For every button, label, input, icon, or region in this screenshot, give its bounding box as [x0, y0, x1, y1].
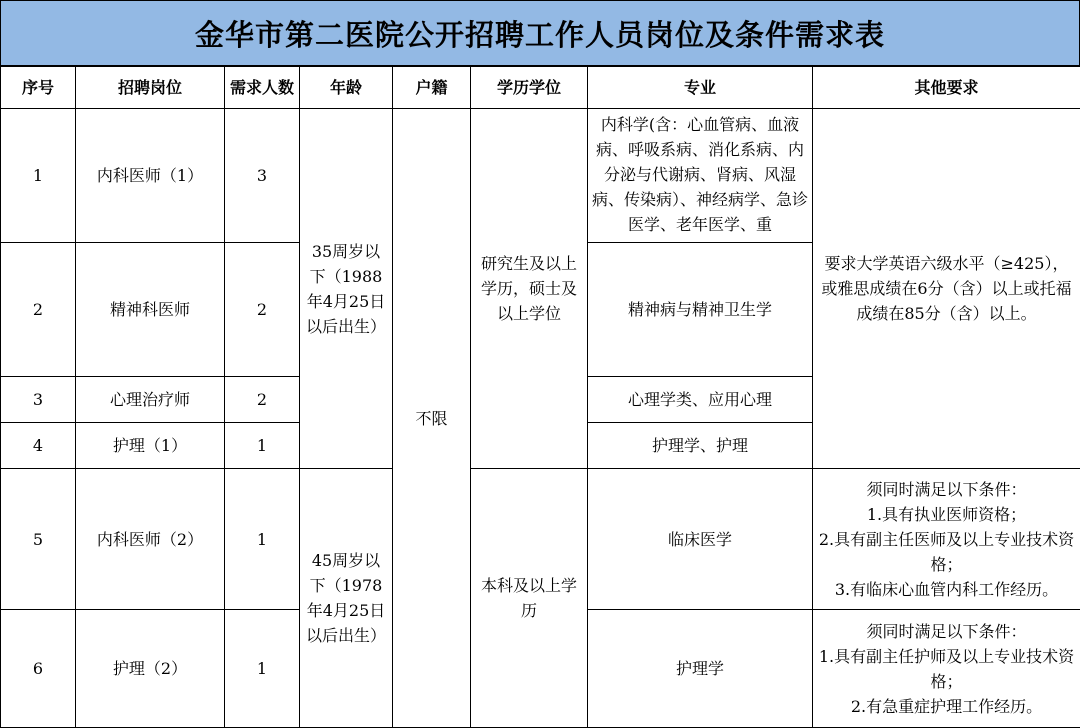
row-index: 1: [1, 109, 76, 243]
other-requirements-cell: [813, 469, 1080, 610]
row-position: 精神科医师: [76, 243, 225, 377]
age-cell: 45周岁以下（1978年4月25日以后出生）: [300, 469, 393, 728]
row-count: 1: [225, 469, 300, 610]
row-count: 1: [225, 610, 300, 728]
header-row: [1, 67, 1080, 109]
requirement-intro: 须同时满足以下条件：: [817, 477, 1076, 502]
table-row: [1, 109, 1080, 243]
row-count: 3: [225, 109, 300, 243]
requirement-item: 3.有临床心血管内科工作经历。: [817, 577, 1076, 602]
row-major: 护理学: [588, 610, 813, 728]
requirement-item: 2.有急重症护理工作经历。: [817, 694, 1076, 719]
header-hukou: 户籍: [393, 67, 471, 109]
header-other: 其他要求: [813, 67, 1080, 109]
row-count: 2: [225, 377, 300, 423]
major-text: 内科学(含：心血管病、血液病、呼吸系病、消化系病、内分泌与代谢病、肾病、风湿病、传染病）、神经病学、急诊医学、老年医学、重: [592, 112, 808, 240]
header-count: 需求人数: [225, 67, 300, 109]
row-position: 心理治疗师: [76, 377, 225, 423]
hukou-cell: 不限: [393, 109, 471, 728]
education-cell: 本科及以上学历: [471, 469, 588, 728]
other-requirements-cell: 要求大学英语六级水平（≥425），或雅思成绩在6分（含）以上或托福成绩在85分（含）以上。: [813, 109, 1080, 469]
row-position: 护理（2）: [76, 610, 225, 728]
row-index: 5: [1, 469, 76, 610]
requirement-item: 2.具有副主任医师及以上专业技术资格；: [817, 527, 1076, 577]
requirements-table: [0, 66, 1080, 728]
page-title: 金华市第二医院公开招聘工作人员岗位及条件需求表: [0, 0, 1080, 66]
header-index: 序号: [1, 67, 76, 109]
requirement-item: 1.具有副主任护师及以上专业技术资格；: [817, 644, 1076, 694]
row-major: 护理学、护理: [588, 423, 813, 469]
row-index: 4: [1, 423, 76, 469]
row-position: 内科医师（1）: [76, 109, 225, 243]
header-education: 学历学位: [471, 67, 588, 109]
other-requirements-cell: [813, 610, 1080, 728]
row-index: 2: [1, 243, 76, 377]
education-cell: 研究生及以上学历，硕士及以上学位: [471, 109, 588, 469]
row-count: 2: [225, 243, 300, 377]
row-major: 临床医学: [588, 469, 813, 610]
row-position: 护理（1）: [76, 423, 225, 469]
row-major: 心理学类、应用心理: [588, 377, 813, 423]
requirement-intro: 须同时满足以下条件：: [817, 619, 1076, 644]
requirement-item: 1.具有执业医师资格；: [817, 502, 1076, 527]
row-major: 精神病与精神卫生学: [588, 243, 813, 377]
table-row: [1, 469, 1080, 610]
row-index: 6: [1, 610, 76, 728]
age-cell: 35周岁以下（1988年4月25日以后出生）: [300, 109, 393, 469]
header-age: 年龄: [300, 67, 393, 109]
row-index: 3: [1, 377, 76, 423]
row-count: 1: [225, 423, 300, 469]
row-position: 内科医师（2）: [76, 469, 225, 610]
header-major: 专业: [588, 67, 813, 109]
row-major: [588, 109, 813, 243]
header-position: 招聘岗位: [76, 67, 225, 109]
